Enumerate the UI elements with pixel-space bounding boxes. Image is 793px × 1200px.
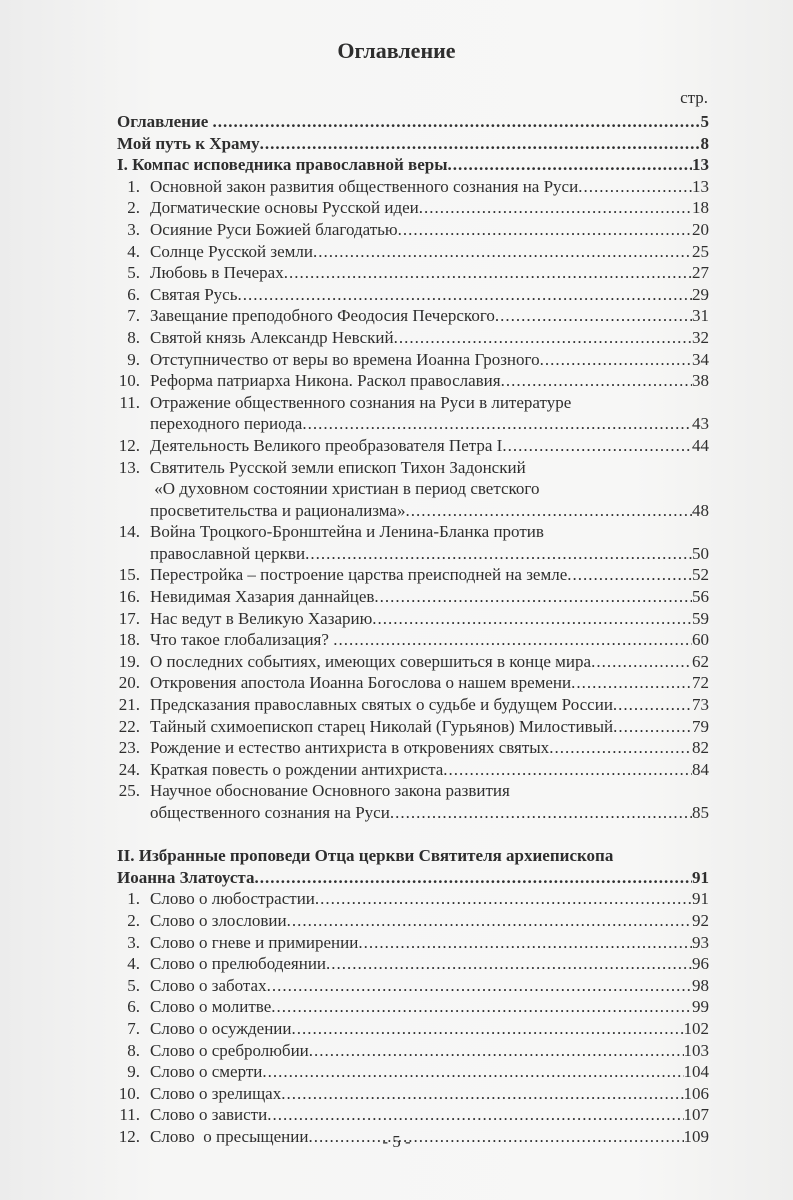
dot-leader	[394, 327, 692, 349]
entry-page: 32	[692, 327, 709, 347]
entry-line	[117, 111, 709, 133]
entry-page: 96	[692, 954, 709, 974]
entry-page: 59	[692, 608, 709, 628]
toc-entry	[117, 780, 709, 823]
entry-line	[150, 586, 709, 608]
entry-title: просветительства и рационализма»	[150, 500, 406, 520]
entry-page: 50	[692, 543, 709, 563]
entry-line	[150, 543, 709, 565]
entry-number: 9.	[127, 1062, 140, 1082]
dot-leader	[567, 564, 692, 586]
entry-title: Слово о сребролюбии	[150, 1040, 309, 1060]
dot-leader	[333, 629, 692, 651]
entry-title: Реформа патриарха Никона. Раскол православия	[150, 371, 501, 391]
toc-entry	[117, 716, 709, 738]
toc-section-heading	[117, 111, 709, 133]
toc-entry	[117, 996, 709, 1018]
entry-page: 20	[692, 219, 709, 239]
toc-entry	[117, 197, 709, 219]
toc-entry	[117, 651, 709, 673]
dot-leader	[262, 1061, 683, 1083]
toc-section-heading	[117, 154, 709, 176]
toc-entry	[117, 305, 709, 327]
entry-number: 3.	[127, 219, 140, 239]
entry-number: 10.	[118, 371, 140, 391]
entry-title: Тайный схимоепископ старец Николай (Гурьянов) Милостивый	[150, 716, 614, 736]
entry-number: 25.	[118, 781, 140, 801]
entry-page: 72	[692, 673, 709, 693]
entry-title: Слово о прелюбодеянии	[150, 954, 327, 974]
entry-title: Иоанна Златоуста	[117, 867, 255, 887]
entry-line	[150, 694, 709, 716]
entry-line	[150, 1083, 709, 1105]
entry-number: 1.	[127, 176, 140, 196]
entry-title: Догматические основы Русской идеи	[150, 198, 419, 218]
entry-line	[150, 478, 709, 500]
entry-line	[150, 651, 709, 673]
toc-entry	[117, 737, 709, 759]
entry-page: 107	[683, 1105, 709, 1125]
toc-entry	[117, 1040, 709, 1062]
entry-title: Слово о заботах	[150, 975, 267, 995]
entry-number: 12.	[118, 1126, 140, 1146]
entry-number: 10.	[118, 1083, 140, 1103]
entry-page: 104	[683, 1062, 709, 1082]
dot-leader	[405, 500, 692, 522]
entry-line	[150, 802, 709, 824]
dot-leader	[284, 262, 692, 284]
entry-title: Рождение и естество антихриста в откровениях святых	[150, 738, 550, 758]
entry-page: 103	[683, 1040, 709, 1060]
toc-entry	[117, 910, 709, 932]
entry-line	[150, 413, 709, 435]
entry-page: 31	[692, 306, 709, 326]
entry-page: 18	[692, 198, 709, 218]
entry-page: 84	[692, 759, 709, 779]
entry-number: 8.	[127, 327, 140, 347]
entry-page: 93	[692, 932, 709, 952]
entry-title: Краткая повесть о рождении антихриста	[150, 759, 444, 779]
toc-entry	[117, 521, 709, 564]
entry-number: 14.	[118, 522, 140, 542]
entry-line	[150, 219, 709, 241]
entry-title: переходного периода	[150, 414, 303, 434]
entry-page: 38	[692, 371, 709, 391]
entry-page: 13	[692, 155, 709, 175]
dot-leader	[419, 197, 692, 219]
entry-title: Слово о осуждении	[150, 1018, 292, 1038]
entry-line	[150, 975, 709, 997]
entry-page: 60	[692, 630, 709, 650]
dot-leader	[267, 1104, 683, 1126]
entry-number: 15.	[118, 565, 140, 585]
entry-page: 82	[692, 738, 709, 758]
entry-line	[150, 910, 709, 932]
dot-leader	[448, 154, 692, 176]
entry-title: Святитель Русской земли епископ Тихон Задонский	[150, 457, 526, 477]
entry-number: 22.	[118, 716, 140, 736]
entry-number: 19.	[118, 651, 140, 671]
toc-entry	[117, 1018, 709, 1040]
dot-leader	[613, 716, 692, 738]
entry-number: 11.	[119, 392, 140, 412]
entry-title: Святой князь Александр Невский	[150, 327, 394, 347]
entry-line	[150, 953, 709, 975]
entry-title: Невидимая Хазария даннайцев	[150, 587, 375, 607]
toc-entry	[117, 629, 709, 651]
toc-entry	[117, 672, 709, 694]
dot-leader	[302, 413, 692, 435]
dot-leader	[309, 1040, 684, 1062]
entry-line	[150, 392, 709, 414]
entry-line	[150, 457, 709, 479]
dot-leader	[578, 176, 692, 198]
entry-page: 98	[692, 975, 709, 995]
entry-line	[150, 197, 709, 219]
toc-entry	[117, 586, 709, 608]
entry-page: 48	[692, 500, 709, 520]
toc-entry	[117, 284, 709, 306]
entry-number: 11.	[119, 1105, 140, 1125]
entry-line	[117, 154, 709, 176]
toc-entry	[117, 888, 709, 910]
entry-line	[150, 608, 709, 630]
entry-title: Святая Русь	[150, 284, 238, 304]
toc-entry	[117, 327, 709, 349]
entry-title: Научное обоснование Основного закона развития	[150, 781, 510, 801]
entry-line	[150, 564, 709, 586]
dot-leader	[540, 349, 692, 371]
entry-number: 24.	[118, 759, 140, 779]
toc-entry	[117, 392, 709, 435]
entry-page: 5	[700, 112, 709, 131]
dot-leader	[305, 543, 692, 565]
entry-number: 17.	[118, 608, 140, 628]
entry-title: О последних событиях, имеющих совершиться в конце мира	[150, 651, 592, 671]
dot-leader	[287, 910, 692, 932]
toc-entry	[117, 241, 709, 263]
entry-title: II. Избранные проповеди Отца церкви Святителя архиепископа	[117, 846, 614, 866]
dot-leader	[292, 1018, 684, 1040]
toc-section-heading	[117, 845, 709, 888]
dot-leader	[549, 737, 692, 759]
entry-line	[117, 867, 709, 889]
toc-section-heading	[117, 133, 709, 155]
dot-leader	[358, 932, 692, 954]
entry-title: Слово о зависти	[150, 1105, 268, 1125]
entry-number: 8.	[127, 1040, 140, 1060]
entry-title: Деятельность Великого преобразователя Петра I	[150, 435, 503, 455]
entry-line	[150, 521, 709, 543]
entry-page: 79	[692, 716, 709, 736]
entry-number: 2.	[127, 910, 140, 930]
entry-page: 8	[700, 133, 709, 153]
entry-title: Любовь в Печерах	[150, 263, 284, 283]
dot-leader	[374, 586, 692, 608]
entry-title: Перестройка – построение царства преисподней на земле	[150, 565, 568, 585]
dot-leader	[443, 759, 692, 781]
entry-number: 13.	[118, 457, 140, 477]
toc-entry	[117, 457, 709, 522]
toc-entry	[117, 262, 709, 284]
entry-number: 9.	[127, 349, 140, 369]
entry-number: 2.	[127, 198, 140, 218]
toc-entry	[117, 219, 709, 241]
entry-line	[150, 305, 709, 327]
entry-title: Слово о зрелищах	[150, 1083, 282, 1103]
toc-entry	[117, 1104, 709, 1126]
dot-leader	[313, 241, 692, 263]
entry-line	[150, 349, 709, 371]
entry-line	[150, 716, 709, 738]
entry-page: 99	[692, 997, 709, 1017]
entry-number: 3.	[127, 932, 140, 952]
entry-number: 6.	[127, 997, 140, 1017]
entry-page: 29	[692, 284, 709, 304]
dot-leader	[398, 219, 692, 241]
entry-page: 25	[692, 241, 709, 261]
entry-line	[150, 1061, 709, 1083]
entry-title: православной церкви	[150, 543, 306, 563]
entry-line	[150, 759, 709, 781]
entry-line	[150, 1018, 709, 1040]
entry-title: Слово о пресыщении	[150, 1126, 309, 1146]
entry-title: Слово о любострастии	[150, 889, 315, 909]
entry-number: 18.	[118, 630, 140, 650]
entry-line	[150, 327, 709, 349]
entry-page: 109	[683, 1126, 709, 1146]
entry-number: 5.	[127, 975, 140, 995]
entry-page: 91	[692, 867, 709, 887]
toc-entry	[117, 759, 709, 781]
entry-number: 7.	[127, 1018, 140, 1038]
entry-number: 6.	[127, 284, 140, 304]
entry-line	[150, 888, 709, 910]
toc-entry	[117, 1061, 709, 1083]
dot-leader	[281, 1083, 683, 1105]
dot-leader	[591, 651, 692, 673]
page-number: - 5 -	[382, 1132, 411, 1151]
spacer	[117, 824, 709, 846]
entry-page: 91	[692, 889, 709, 909]
dot-leader	[495, 305, 692, 327]
entry-page: 44	[692, 435, 709, 455]
entry-number: 1.	[127, 889, 140, 909]
entry-title: Мой путь к Храму	[117, 133, 260, 153]
entry-page: 85	[692, 803, 709, 822]
entry-line	[150, 241, 709, 263]
entry-page: 34	[692, 349, 709, 369]
entry-page: 52	[692, 565, 709, 585]
entry-line	[150, 262, 709, 284]
entry-title: Отступничество от веры во времена Иоанна Грозного	[150, 349, 540, 369]
toc-entry	[117, 435, 709, 457]
toc-entry	[117, 564, 709, 586]
entry-line	[150, 370, 709, 392]
dot-leader	[390, 802, 692, 824]
entry-page: 13	[692, 176, 709, 196]
toc-entry	[117, 1083, 709, 1105]
entry-title: Осияние Руси Божией благодатью	[150, 219, 398, 239]
dot-leader	[237, 284, 692, 306]
entry-title: Слово о молитве	[150, 997, 272, 1017]
entry-line	[150, 932, 709, 954]
entry-title: Слово о злословии	[150, 910, 287, 930]
entry-line	[150, 996, 709, 1018]
dot-leader	[267, 975, 692, 997]
entry-line	[150, 1104, 709, 1126]
toc-entry	[117, 932, 709, 954]
entry-number: 12.	[118, 435, 140, 455]
entry-number: 5.	[127, 263, 140, 283]
toc-entry	[117, 608, 709, 630]
entry-line	[150, 284, 709, 306]
entry-page: 43	[692, 414, 709, 434]
toc-entry	[117, 349, 709, 371]
dot-leader	[372, 608, 692, 630]
entry-title: Слово о смерти	[150, 1062, 263, 1082]
entry-line	[150, 500, 709, 522]
entry-title: Слово о гневе и примирении	[150, 932, 359, 952]
entry-page: 92	[692, 910, 709, 930]
dot-leader	[613, 694, 692, 716]
entry-page: 62	[692, 651, 709, 671]
entry-line	[117, 845, 709, 867]
entry-title: Предсказания православных святых о судьбе и будущем России	[150, 695, 613, 715]
entry-line	[150, 780, 709, 802]
entry-number: 16.	[118, 587, 140, 607]
dot-leader	[501, 370, 692, 392]
entry-title: Нас ведут в Великую Хазарию	[150, 608, 373, 628]
entry-number: 21.	[118, 695, 140, 715]
entry-page: 73	[692, 695, 709, 715]
entry-title: «О духовном состоянии христиан в период светского	[150, 479, 540, 499]
entry-line	[150, 737, 709, 759]
entry-line	[150, 1040, 709, 1062]
entry-line	[150, 672, 709, 694]
entry-line	[150, 435, 709, 457]
entry-number: 4.	[127, 954, 140, 974]
entry-page: 27	[692, 263, 709, 283]
entry-title: I. Компас исповедника православной веры	[117, 155, 448, 175]
toc-entry	[117, 694, 709, 716]
entry-title: Солнце Русской земли	[150, 241, 313, 261]
dot-leader	[571, 672, 692, 694]
table-of-contents	[117, 111, 709, 1148]
entry-title: Оглавление	[117, 112, 213, 131]
toc-entry	[117, 975, 709, 997]
entry-line	[117, 133, 709, 155]
dot-leader	[326, 953, 692, 975]
entry-number: 7.	[127, 306, 140, 326]
page-title: Оглавление	[337, 38, 456, 63]
dot-leader	[260, 133, 701, 155]
entry-line	[150, 176, 709, 198]
dot-leader	[213, 111, 701, 133]
entry-page: 106	[683, 1083, 709, 1103]
entry-title: Откровения апостола Иоанна Богослова о нашем времени	[150, 673, 572, 693]
toc-entry	[117, 370, 709, 392]
dot-leader	[271, 996, 692, 1018]
entry-number: 4.	[127, 241, 140, 261]
page-column-label: стр.	[680, 88, 708, 107]
entry-title: Что такое глобализация?	[150, 630, 334, 650]
entry-line	[150, 629, 709, 651]
entry-title: Война Троцкого-Бронштейна и Ленина-Бланка против	[150, 522, 544, 542]
entry-number: 23.	[118, 738, 140, 758]
entry-page: 102	[683, 1018, 709, 1038]
dot-leader	[315, 888, 692, 910]
toc-entry	[117, 953, 709, 975]
entry-title: Отражение общественного сознания на Руси в литературе	[150, 392, 572, 412]
entry-title: общественного сознания на Руси	[150, 803, 390, 822]
dot-leader	[502, 435, 692, 457]
dot-leader	[254, 867, 692, 889]
entry-title: Основной закон развития общественного сознания на Руси	[150, 176, 579, 196]
entry-title: Завещание преподобного Феодосия Печерского	[150, 306, 495, 326]
entry-number: 20.	[118, 673, 140, 693]
toc-entry	[117, 176, 709, 198]
entry-page: 56	[692, 587, 709, 607]
